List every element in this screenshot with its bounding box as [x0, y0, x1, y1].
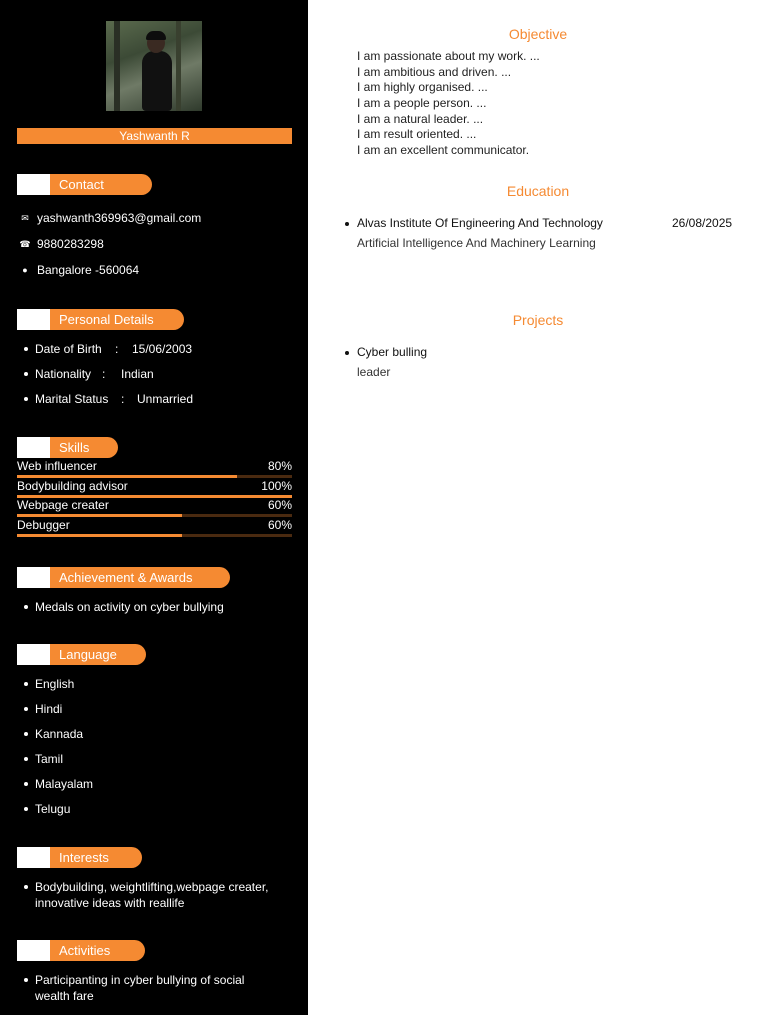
language-text: Kannada [35, 727, 84, 741]
skill-bar-fill [17, 534, 182, 537]
section-language-title: Language [50, 644, 146, 665]
section-interests-title: Interests [50, 847, 142, 868]
language-text: Hindi [35, 702, 63, 716]
interests-line: innovative ideas with reallife [35, 896, 185, 910]
education-item [345, 216, 603, 230]
objective-line: I am passionate about my work. ... [357, 49, 540, 63]
section-activities-title: Activities [50, 940, 145, 961]
phone-text: 9880283298 [37, 237, 104, 251]
language-item [24, 726, 83, 742]
skill-item [17, 479, 292, 498]
interests-line: Bodybuilding, weightlifting,webpage creater, [35, 880, 269, 894]
skill-percent: 60% [267, 498, 292, 512]
dob-sep: : [115, 342, 119, 356]
objective-line: I am highly organised. ... [357, 80, 488, 94]
location-text: Bangalore -560064 [37, 263, 140, 277]
envelope-icon: ✉ [21, 212, 29, 223]
skill-percent: 100% [261, 479, 292, 493]
language-text: Tamil [35, 752, 64, 766]
skill-bar [17, 475, 292, 478]
activities-line: wealth fare [35, 989, 94, 1003]
nationality-sep: : [102, 367, 106, 381]
education-date: 26/08/2025 [672, 216, 733, 230]
objective-line: I am a people person. ... [357, 96, 487, 110]
language-text: Malayalam [35, 777, 94, 791]
activities-text [35, 972, 244, 1004]
personal-nationality [24, 366, 154, 382]
project-name: Cyber bulling [357, 345, 428, 359]
personal-dob [24, 341, 192, 357]
language-text: English [35, 677, 75, 691]
education-institution: Alvas Institute Of Engineering And Technology [357, 216, 603, 230]
objective-line: I am a natural leader. ... [357, 112, 484, 126]
interests-item [24, 879, 268, 911]
section-skills-title: Skills [50, 437, 118, 458]
skill-percent: 60% [267, 518, 292, 532]
skill-item [17, 498, 292, 517]
objective-line: I am ambitious and driven. ... [357, 65, 512, 79]
skill-bar [17, 534, 292, 537]
contact-location [19, 263, 139, 277]
skill-percent: 80% [267, 459, 292, 473]
contact-phone[interactable] [19, 237, 104, 251]
award-text: Medals on activity on cyber bullying [35, 600, 224, 614]
dob-label: Date of Birth [35, 342, 102, 356]
section-personal-title: Personal Details [50, 309, 184, 330]
marital-label: Marital Status [35, 392, 109, 406]
project-role: leader [357, 365, 391, 379]
section-awards-title: Achievement & Awards [50, 567, 230, 588]
objective-line: I am result oriented. ... [357, 127, 477, 141]
nationality-value: Indian [121, 367, 154, 381]
skill-name: Bodybuilding advisor [17, 479, 128, 493]
marital-value: Unmarried [137, 392, 194, 406]
sidebar [0, 0, 308, 1015]
activities-line: Participanting in cyber bullying of social [35, 973, 245, 987]
email-text: yashwanth369963@gmail.com [37, 211, 202, 225]
profile-name: Yashwanth R [17, 128, 292, 144]
skill-bar-fill [17, 514, 182, 517]
marital-sep: : [121, 392, 125, 406]
section-contact-title: Contact [50, 174, 152, 195]
objective-title: Objective [508, 26, 568, 42]
language-item [24, 701, 62, 717]
education-course: Artificial Intelligence And Machinery Learning [357, 236, 596, 250]
language-item [24, 801, 70, 817]
language-item [24, 676, 74, 692]
profile-photo [106, 21, 202, 111]
objective-line: I am an excellent communicator. [357, 143, 530, 157]
skill-bar [17, 514, 292, 517]
skill-name: Webpage creater [17, 498, 109, 512]
nationality-label: Nationality [35, 367, 92, 381]
contact-email[interactable] [19, 211, 201, 225]
language-text: Telugu [35, 802, 71, 816]
projects-title: Projects [512, 312, 564, 328]
activities-item [24, 972, 244, 1004]
education-title: Education [506, 183, 570, 199]
skill-bar-fill [17, 475, 237, 478]
skill-name: Web influencer [17, 459, 97, 473]
map-pin-icon: ● [22, 265, 28, 275]
phone-icon: ☎ [19, 238, 31, 249]
award-item [24, 599, 224, 615]
personal-marital [24, 391, 193, 407]
language-item [24, 751, 63, 767]
interests-text [35, 879, 268, 911]
skill-name: Debugger [17, 518, 70, 532]
skill-item [17, 518, 292, 537]
project-item [345, 345, 427, 359]
dob-value: 15/06/2003 [132, 342, 193, 356]
skill-item [17, 459, 292, 478]
language-item [24, 776, 93, 792]
